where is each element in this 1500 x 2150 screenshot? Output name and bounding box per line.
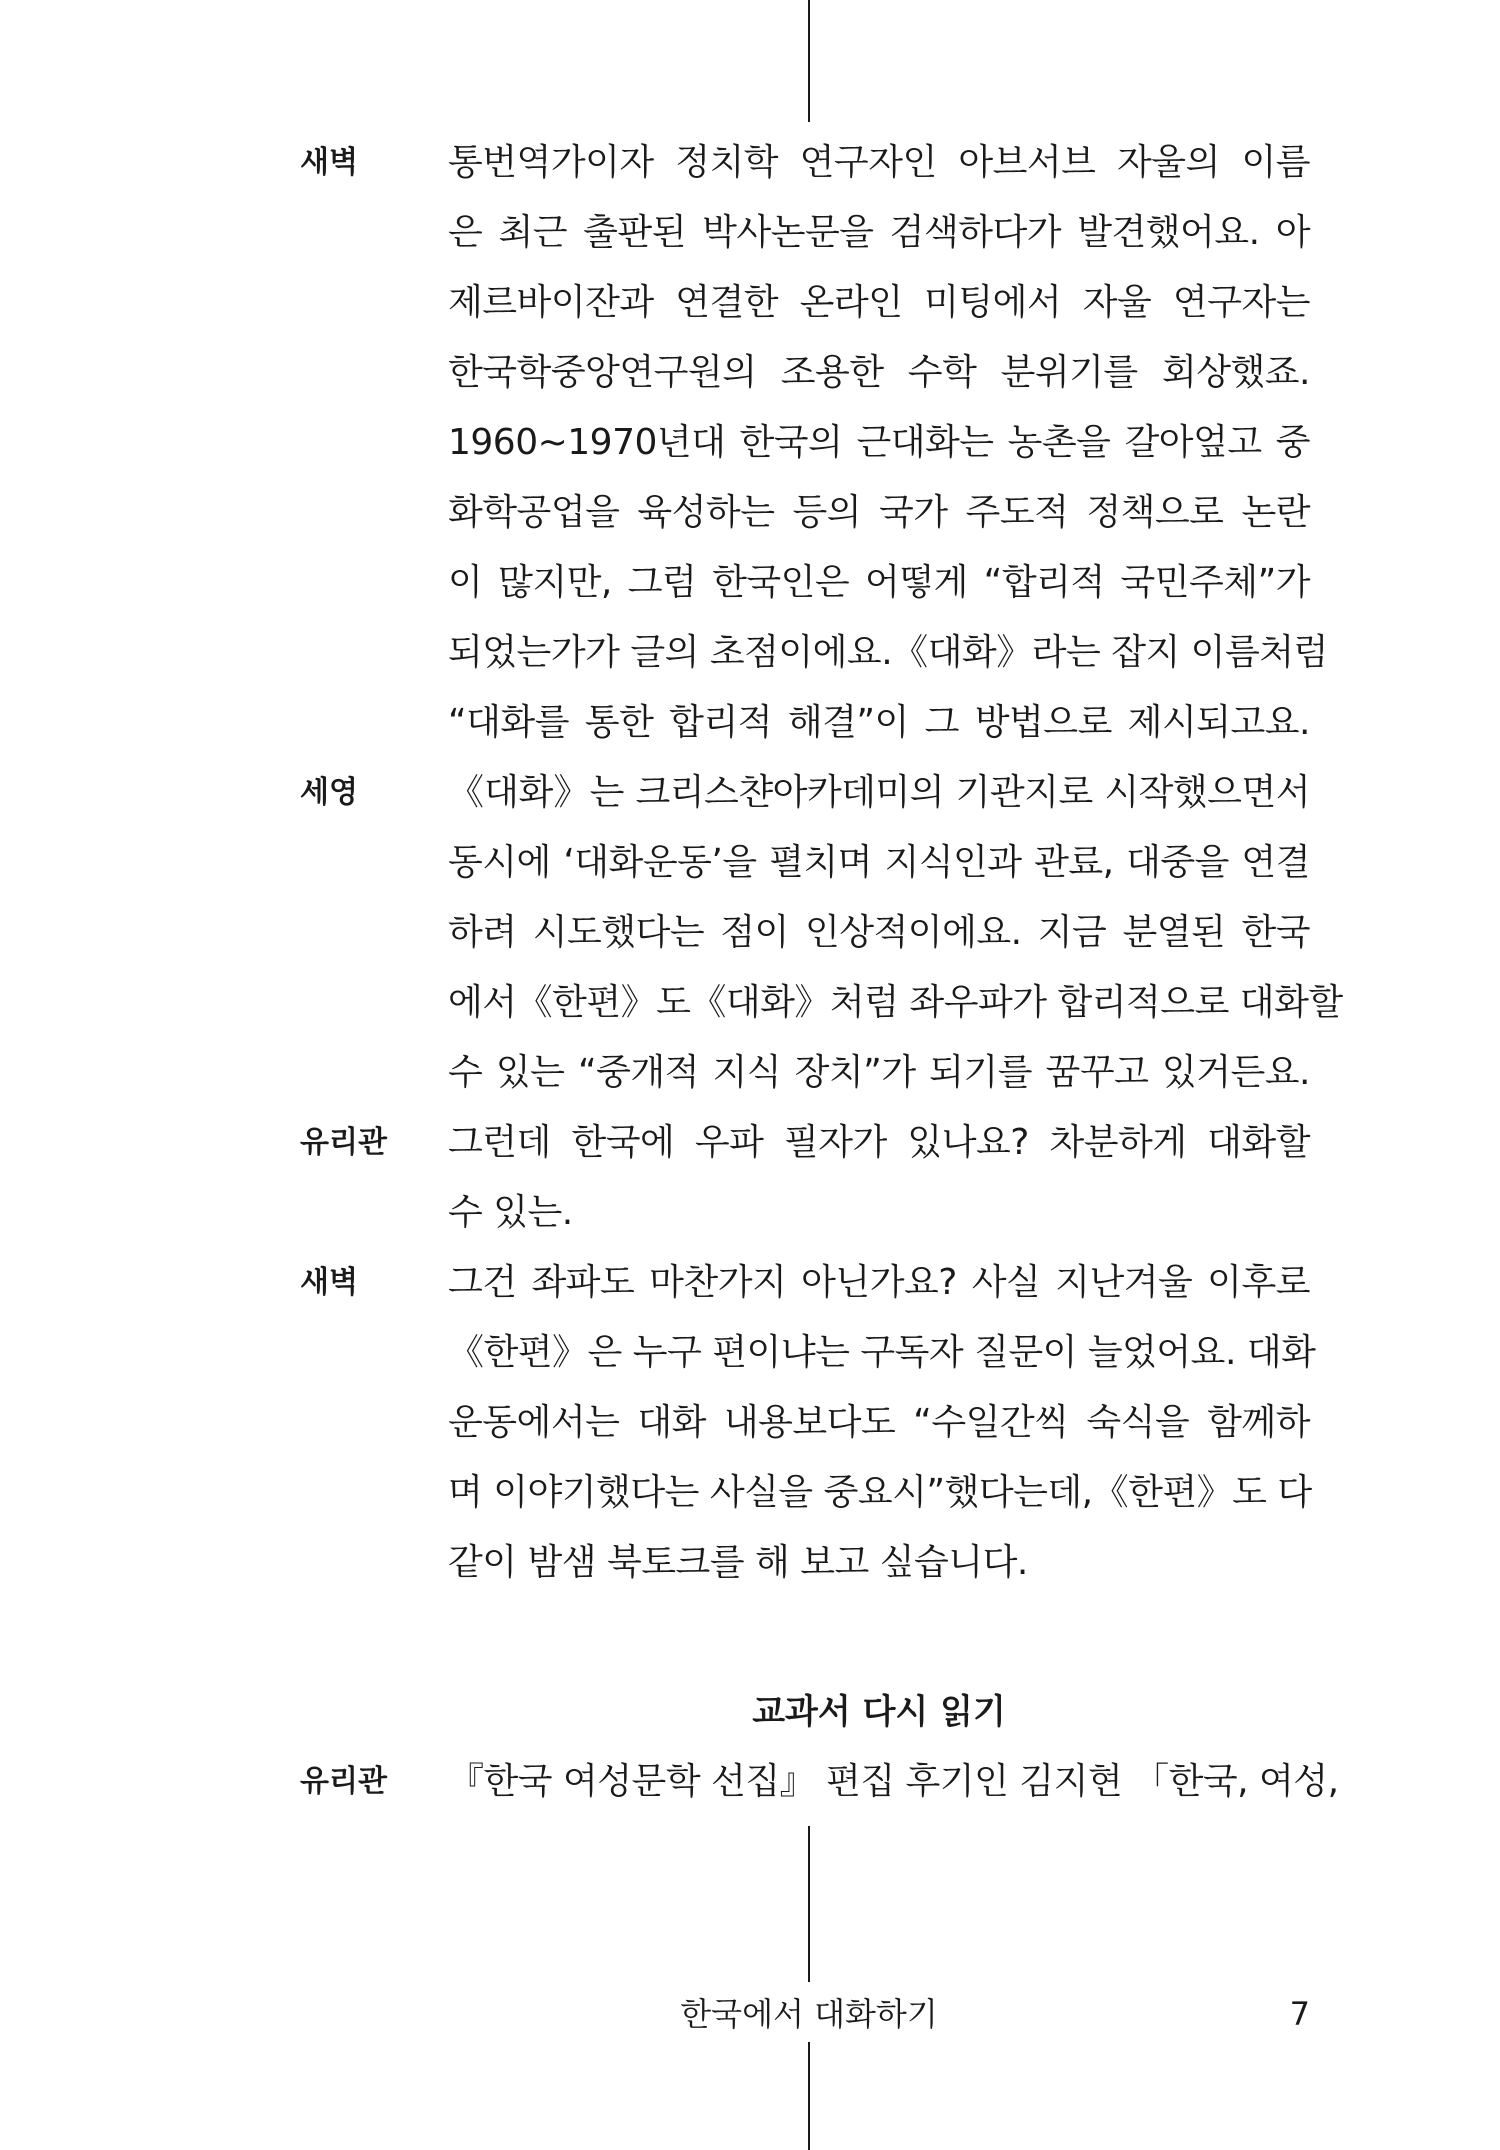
speaker-label: 유리관 (300, 1764, 387, 1799)
bottom-rule (808, 2042, 810, 2150)
text-line: 은 최근 출판된 박사논문을 검색하다가 발견했어요. 아 (448, 212, 1310, 253)
dialogue-text (448, 758, 1343, 1108)
text-line: 되었는가가 글의 초점이에요.《대화》라는 잡지 이름처럼 (448, 632, 1328, 673)
text-line: 화학공업을 육성하는 등의 국가 주도적 정책으로 논란 (448, 492, 1310, 533)
text-line: 그건 좌파도 마찬가지 아닌가요? 사실 지난겨울 이후로 (448, 1262, 1310, 1303)
dialogue-entry (300, 128, 1328, 758)
dialogue-text (448, 1108, 1310, 1248)
text-line: 며 이야기했다는 사실을 중요시”했다는데,《한편》도 다 (448, 1472, 1312, 1513)
text-line: 그런데 한국에 우파 필자가 있나요? 차분하게 대화할 (448, 1122, 1310, 1163)
text-line: 수 있는. (448, 1192, 573, 1233)
text-line: 수 있는 “중개적 지식 장치”가 되기를 꿈꾸고 있거든요. (448, 1052, 1310, 1093)
dialogue-text (448, 1747, 1339, 1817)
dialogue-text (448, 1248, 1316, 1598)
speaker-label: 새벽 (300, 145, 358, 180)
text-line: 『한국 여성문학 선집』 편집 후기인 김지현 「한국, 여성, (448, 1761, 1339, 1802)
dialogue-entry (300, 1248, 1316, 1598)
top-rule (808, 0, 810, 122)
text-line: “대화를 통한 합리적 해결”이 그 방법으로 제시되고요. (448, 702, 1310, 743)
dialogue-content (300, 128, 1343, 1817)
text-line: 이 많지만, 그럼 한국인은 어떻게 “합리적 국민주체”가 (448, 562, 1310, 603)
running-footer-title: 한국에서 대화하기 (680, 1995, 938, 2033)
text-line: 한국학중앙연구원의 조용한 수학 분위기를 회상했죠. (448, 352, 1310, 393)
dialogue-entry (300, 1108, 1310, 1248)
dialogue-text (448, 128, 1328, 758)
speaker-label: 세영 (300, 775, 358, 810)
text-line: 《한편》은 누구 편이냐는 구독자 질문이 늘었어요. 대화 (448, 1332, 1316, 1373)
speaker-label: 새벽 (300, 1265, 358, 1300)
text-line: 동시에 ‘대화운동’을 펼치며 지식인과 관료, 대중을 연결 (448, 842, 1310, 883)
text-line: 운동에서는 대화 내용보다도 “수일간씩 숙식을 함께하 (448, 1402, 1310, 1443)
dialogue-entry (300, 1747, 1339, 1817)
page-number: 7 (1289, 1995, 1310, 2033)
text-line: 1960~1970년대 한국의 근대화는 농촌을 갈아엎고 중 (448, 422, 1310, 463)
section-heading: 교과서 다시 읽기 (752, 1692, 1006, 1732)
text-line: 《대화》는 크리스챤아카데미의 기관지로 시작했으면서 (448, 772, 1310, 813)
text-line: 제르바이잔과 연결한 온라인 미팅에서 자울 연구자는 (448, 282, 1310, 323)
text-line: 하려 시도했다는 점이 인상적이에요. 지금 분열된 한국 (448, 912, 1310, 953)
text-line: 에서《한편》도《대화》처럼 좌우파가 합리적으로 대화할 (448, 982, 1343, 1023)
middle-rule (808, 1826, 810, 1982)
text-line: 통번역가이자 정치학 연구자인 아브서브 자울의 이름 (448, 142, 1310, 183)
speaker-label: 유리관 (300, 1125, 387, 1160)
text-line: 같이 밤샘 북토크를 해 보고 싶습니다. (448, 1542, 1028, 1583)
dialogue-entry (300, 758, 1343, 1108)
